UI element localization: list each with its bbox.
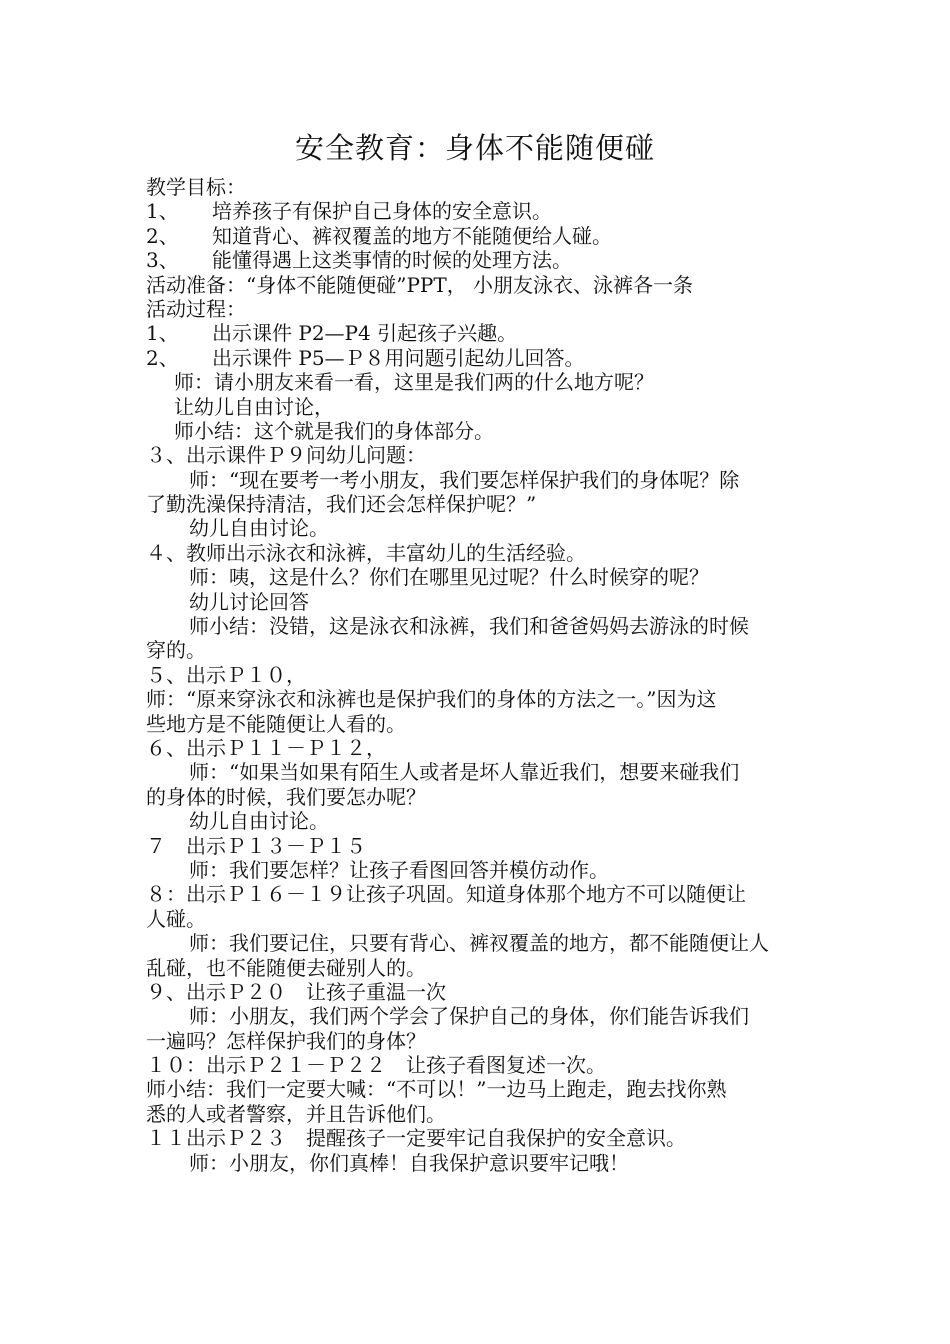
dialogue-line: 师：“如果当如果有陌生人或者是坏人靠近我们，想要来碰我们 (189, 760, 740, 785)
goal-text: 知道背心、裤衩覆盖的地方不能随便给人碰。 (212, 223, 612, 248)
dialogue-line: 让幼儿自由讨论， (174, 394, 334, 419)
process-step-8: ８：出示Ｐ１６－１９让孩子巩固。知道身体那个地方不可以随便让 (146, 882, 746, 907)
dialogue-line: 师：“原来穿泳衣和泳裤也是保护我们的身体的方法之一。”因为这 (146, 687, 717, 712)
process-step-10: １０：出示Ｐ２１－Ｐ２２ 让孩子看图复述一次。 (146, 1053, 606, 1078)
summary-continuation: 悉的人或者警察，并且告诉他们。 (146, 1101, 446, 1126)
preparation-line: 活动准备：“身体不能随便碰”PPT， 小朋友泳衣、泳裤各一条 (146, 272, 694, 297)
goal-text: 能懂得遇上这类事情的时候的处理方法。 (212, 248, 572, 273)
dialogue-line: 师小结：没错，这是泳衣和泳裤，我们和爸爸妈妈去游泳的时候 (189, 614, 749, 639)
step-continuation: 人碰。 (146, 906, 206, 931)
dialogue-line: 师小结：这个就是我们的身体部分。 (174, 418, 494, 443)
process-step-1 (146, 321, 810, 345)
process-step-2 (146, 346, 810, 370)
dialogue-line: 师：“现在要考一考小朋友，我们要怎样保护我们的身体呢？除 (189, 467, 740, 492)
process-step-5: ５、出示Ｐ１０， (146, 662, 306, 687)
dialogue-line: 师：我们要记住，只要有背心、裤衩覆盖的地方，都不能随便让人 (189, 931, 769, 956)
goal-item-1 (146, 199, 810, 223)
document-title: 安全教育：身体不能随便碰 (294, 131, 655, 165)
dialogue-line: 师：小朋友，你们真棒！自我保护意识要牢记哦！ (189, 1150, 629, 1175)
dialogue-line: 幼儿自由讨论。 (189, 809, 329, 834)
section-heading-process: 活动过程： (146, 296, 246, 321)
dialogue-continuation: 些地方是不能随便让人看的。 (146, 711, 406, 736)
dialogue-continuation: 一遍吗？怎样保护我们的身体？ (146, 1028, 426, 1053)
step-text: 出示课件 P5—Ｐ８用问题引起幼儿回答。 (212, 345, 585, 370)
dialogue-line: 师：小朋友，我们两个学会了保护自己的身体，你们能告诉我们 (189, 1004, 749, 1029)
dialogue-line: 师：请小朋友来看一看，这里是我们两的什么地方呢？ (174, 370, 654, 395)
process-step-9: ９、出示Ｐ２０ 让孩子重温一次 (146, 979, 446, 1004)
goal-number: 3、 (146, 248, 179, 273)
goal-item-3 (146, 248, 810, 272)
dialogue-continuation: 乱碰，也不能随便去碰别人的。 (146, 955, 426, 980)
dialogue-line: 师：咦，这是什么？你们在哪里见过呢？什么时候穿的呢？ (189, 565, 709, 590)
process-step-4: ４、教师出示泳衣和泳裤，丰富幼儿的生活经验。 (146, 540, 586, 565)
dialogue-continuation: 了勤洗澡保持清洁，我们还会怎样保护呢？” (146, 492, 537, 517)
document-body (146, 175, 810, 1175)
summary-line: 师小结：我们一定要大喊：“不可以！”一边马上跑走，跑去找你熟 (146, 1077, 727, 1102)
section-heading-goals: 教学目标： (146, 175, 246, 199)
dialogue-continuation: 的身体的时候，我们要怎办呢？ (146, 784, 426, 809)
dialogue-line: 幼儿讨论回答 (189, 589, 309, 614)
dialogue-line: 师：我们要怎样？让孩子看图回答并模仿动作。 (189, 857, 609, 882)
step-number: 2、 (146, 345, 179, 370)
goal-text: 培养孩子有保护自己身体的安全意识。 (212, 199, 552, 224)
process-step-7: ７ 出示Ｐ１３－Ｐ１５ (146, 833, 366, 858)
dialogue-line: 幼儿自由讨论。 (189, 516, 329, 541)
step-number: 1、 (146, 321, 179, 346)
goal-number: 1、 (146, 199, 179, 224)
process-step-6: ６、出示Ｐ１１－Ｐ１２， (146, 735, 386, 760)
goal-number: 2、 (146, 223, 179, 248)
dialogue-continuation: 穿的。 (146, 638, 206, 663)
process-step-11: １１出示Ｐ２３ 提醒孩子一定要牢记自我保护的安全意识。 (146, 1126, 686, 1151)
goal-item-2 (146, 224, 810, 248)
process-step-3: ３、出示课件Ｐ９问幼儿问题： (146, 443, 426, 468)
step-text: 出示课件 P2—P4 引起孩子兴趣。 (212, 321, 518, 346)
